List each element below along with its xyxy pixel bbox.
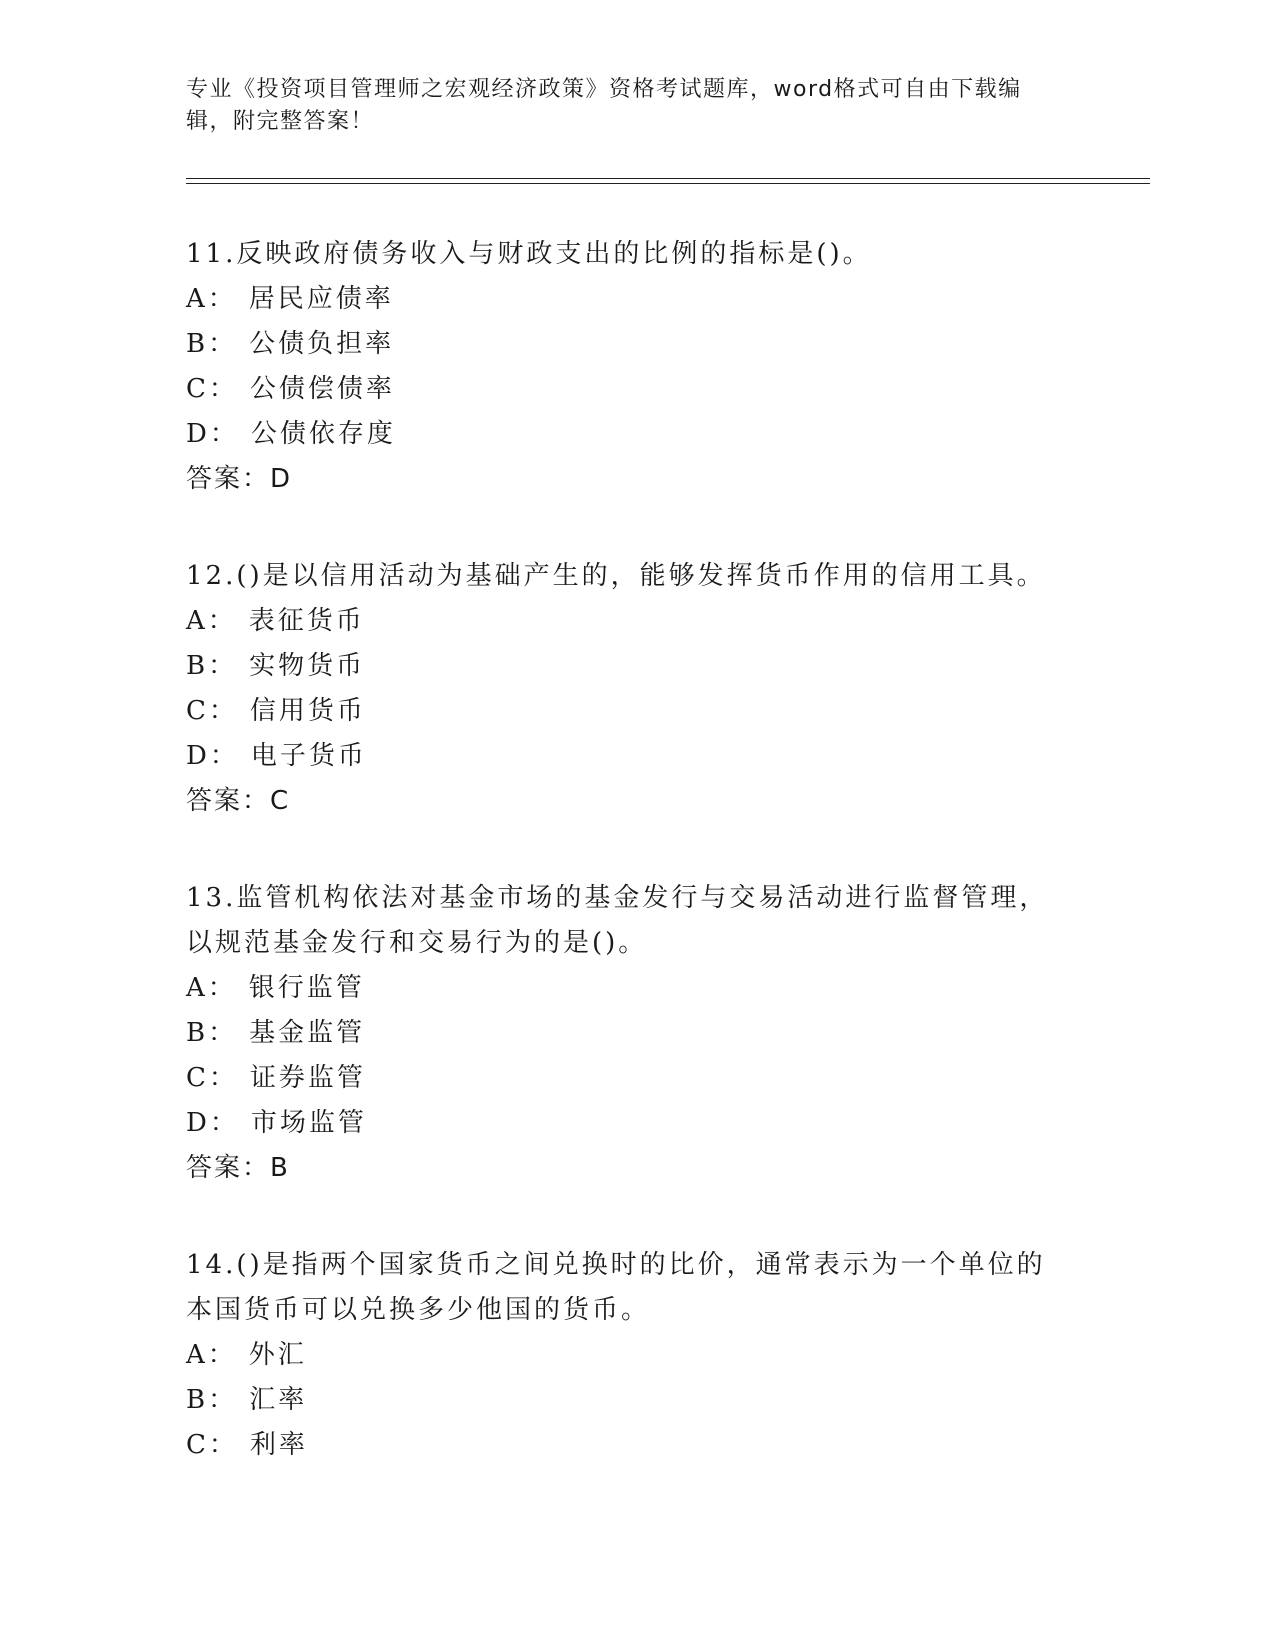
option-d (186, 1101, 1066, 1146)
answer: 答案：D (186, 464, 293, 494)
question-13 (186, 876, 1066, 1191)
option-text: 公债负担率 (249, 329, 395, 359)
question-stem: 12.()是以信用活动为基础产生的，能够发挥货币作用的信用工具。 (186, 561, 1046, 591)
option-b (186, 322, 1066, 367)
option-a (186, 966, 1066, 1011)
question-stem: 11.反映政府债务收入与财政支出的比例的指标是()。 (186, 239, 872, 269)
option-text: 电子货币 (250, 741, 367, 771)
option-text: 信用货币 (249, 696, 366, 726)
option-b (186, 1011, 1066, 1056)
question-stem: 13.监管机构依法对基金市场的基金发行与交易活动进行监督管理，以规范基金发行和交易行为的是()。 (186, 883, 1049, 958)
option-key: C： (186, 374, 238, 404)
question-12 (186, 554, 1066, 824)
option-key: B： (186, 1018, 238, 1048)
option-key: C： (186, 1430, 238, 1460)
option-key: D： (186, 741, 239, 771)
option-d (186, 412, 1066, 457)
option-key: C： (186, 696, 238, 726)
question-14 (186, 1243, 1066, 1468)
header-divider-top (186, 178, 1150, 179)
option-a (186, 599, 1066, 644)
option-key: A： (186, 606, 237, 636)
option-key: C： (186, 1063, 238, 1093)
option-key: D： (186, 1108, 239, 1138)
option-c (186, 1423, 1066, 1468)
option-key: A： (186, 1340, 237, 1370)
option-text: 实物货币 (249, 651, 366, 681)
option-d (186, 734, 1066, 779)
option-key: D： (186, 419, 239, 449)
page-header: 专业《投资项目管理师之宏观经济政策》资格考试题库，word格式可自由下载编辑，附完整答案！ (186, 77, 1022, 134)
option-text: 公债偿债率 (249, 374, 395, 404)
option-c (186, 689, 1066, 734)
option-text: 基金监管 (249, 1018, 366, 1048)
option-text: 汇率 (249, 1385, 308, 1415)
question-stem: 14.()是指两个国家货币之间兑换时的比价，通常表示为一个单位的本国货币可以兑换多少他国的货币。 (186, 1250, 1046, 1325)
option-text: 利率 (249, 1430, 308, 1460)
option-key: B： (186, 1385, 238, 1415)
option-text: 外汇 (248, 1340, 307, 1370)
option-c (186, 1056, 1066, 1101)
option-key: B： (186, 651, 238, 681)
answer: 答案：C (186, 786, 291, 816)
option-text: 证券监管 (249, 1063, 366, 1093)
option-text: 公债依存度 (250, 419, 396, 449)
option-text: 表征货币 (248, 606, 365, 636)
option-key: B： (186, 329, 238, 359)
option-c (186, 367, 1066, 412)
option-key: A： (186, 973, 237, 1003)
option-b (186, 1378, 1066, 1423)
option-a (186, 1333, 1066, 1378)
question-11 (186, 232, 1066, 502)
option-b (186, 644, 1066, 689)
option-text: 银行监管 (248, 973, 365, 1003)
header-divider-bottom (186, 183, 1150, 184)
option-text: 居民应债率 (248, 284, 394, 314)
option-a (186, 277, 1066, 322)
option-text: 市场监管 (250, 1108, 367, 1138)
option-key: A： (186, 284, 237, 314)
answer: 答案：B (186, 1153, 290, 1183)
